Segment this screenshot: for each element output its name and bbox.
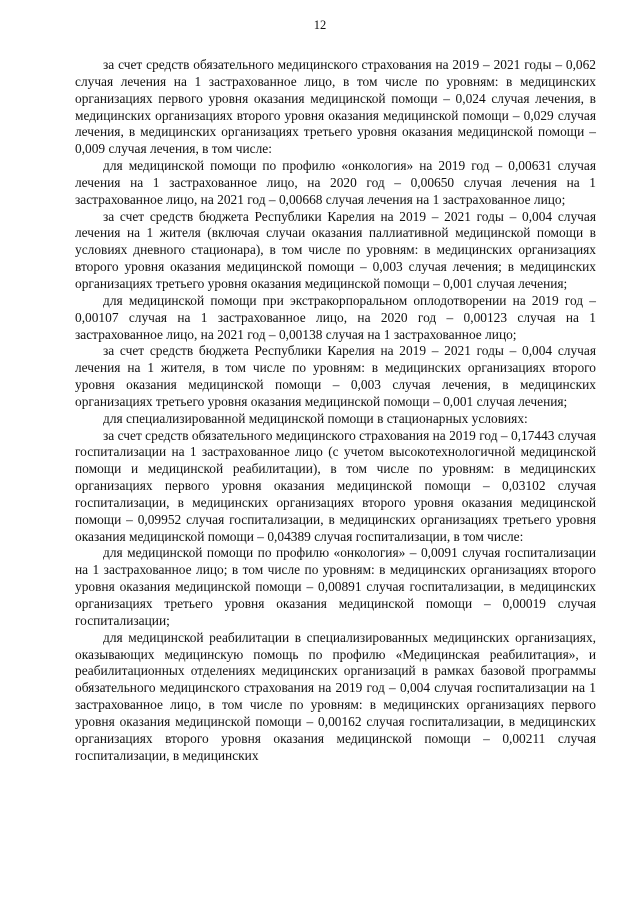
- paragraph: для медицинской реабилитации в специализированных медицинских организациях, оказывающих медицинскую помощь по профилю «Медицинская реабилитация», и реабилитационных отделениях медицинских организаций в рамках базовой программы обязательного медицинского страхования на 2019 год – 0,004 случая госпитализации на 1 застрахованное лицо, в том числе по уровням: в медицинских организациях первого уровня оказания медицинской помощи – 0,00162 случая госпитализации, в медицинских организациях второго уровня оказания медицинской помощи – 0,00211 случая госпитализации, в медицинских: [75, 629, 596, 763]
- body-text: [75, 57, 596, 764]
- paragraph: для специализированной медицинской помощи в стационарных условиях:: [103, 410, 528, 426]
- paragraph: за счет средств обязательного медицинского страхования на 2019 – 2021 годы – 0,062 случая лечения на 1 застрахованное лицо, в том числе по уровням: в медицинских организациях первого уровня оказания медицинской помощи – 0,024 случая лечения, в медицинских организациях второго уровня оказания медицинской помощи – 0,029 случая лечения, в медицинских организациях третьего уровня оказания медицинской помощи – 0,009 случая лечения, в том числе:: [75, 57, 596, 157]
- paragraph: за счет средств бюджета Республики Карелия на 2019 – 2021 годы – 0,004 случая лечения на 1 жителя, в том числе по уровням: в медицинских организациях второго уровня оказания медицинской помощи – 0,003 случая лечения, в медицинских организациях третьего уровня оказания медицинской помощи – 0,001 случая лечения;: [75, 343, 596, 409]
- paragraph: для медицинской помощи по профилю «онкология» – 0,0091 случая госпитализации на 1 застрахованное лицо; в том числе по уровням: в медицинских организациях второго уровня оказания медицинской помощи – 0,00891 случая госпитализации, в медицинских организациях третьего уровня оказания медицинской помощи – 0,00019 случая госпитализации;: [75, 545, 596, 628]
- paragraph: для медицинской помощи по профилю «онкология» на 2019 год – 0,00631 случая лечения на 1 застрахованное лицо, на 2020 год – 0,00650 случая лечения на 1 застрахованное лицо, на 2021 год – 0,00668 случая лечения на 1 застрахованное лицо;: [75, 158, 596, 207]
- paragraph: за счет средств обязательного медицинского страхования на 2019 год – 0,17443 случая госпитализации на 1 застрахованное лицо (с учетом высокотехнологичной медицинской помощи и медицинской реабилитации), в том числе по уровням: в медицинских организациях первого уровня оказания медицинской помощи – 0,03102 случая госпитализации, в медицинских организациях второго уровня оказания медицинской помощи – 0,09952 случая госпитализации, в медицинских организациях третьего уровня оказания медицинской помощи – 0,04389 случая госпитализации, в том числе:: [75, 427, 596, 544]
- page-number: 12: [313, 18, 327, 32]
- paragraph: за счет средств бюджета Республики Карелия на 2019 – 2021 годы – 0,004 случая лечения на 1 жителя (включая случаи оказания паллиативной медицинской помощи в условиях дневного стационара), в том числе по уровням: в медицинских организациях второго уровня оказания медицинской помощи – 0,003 случая лечения; в медицинских организациях третьего уровня оказания медицинской помощи – 0,001 случая лечения;: [75, 208, 596, 291]
- paragraph: для медицинской помощи при экстракорпоральном оплодотворении на 2019 год – 0,00107 случая на 1 застрахованное лицо, на 2020 год – 0,00123 случая на 1 застрахованное лицо, на 2021 год – 0,00138 случая на 1 застрахованное лицо;: [75, 292, 596, 342]
